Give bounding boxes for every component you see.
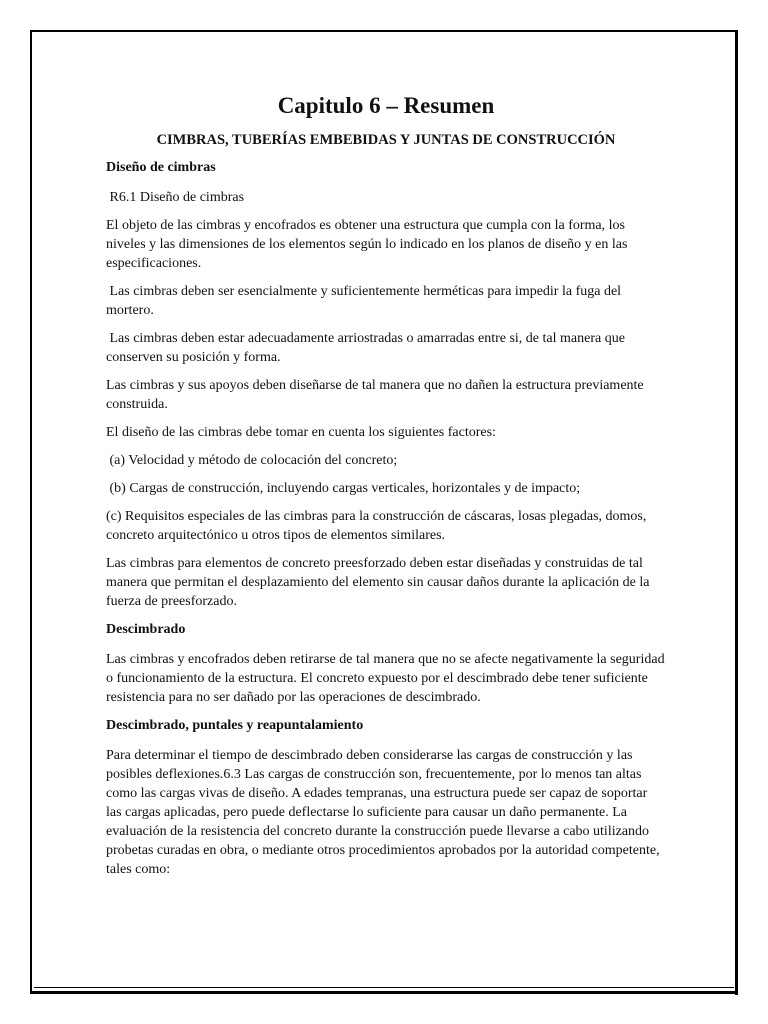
- paragraph: Las cimbras deben ser esencialmente y suficientemente herméticas para impedir la fuga del mortero.: [106, 284, 625, 318]
- paragraph: Las cimbras y encofrados deben retirarse de tal manera que no se afecte negativamente la seguridad o funcionamiento de la estructura. El concreto expuesto por el descimbrado debe tener suficiente resistencia para no ser dañado por las operaciones de descimbrado.: [106, 652, 669, 705]
- list-item: (b) Cargas de construcción, incluyendo cargas verticales, horizontales y de impacto;: [106, 481, 581, 496]
- section-descimbrado: [106, 620, 669, 707]
- document-title: Capitulo 6 – Resumen: [277, 93, 495, 118]
- section-descimbrado-puntales: [106, 716, 666, 879]
- page-border-shadow-bottom: [30, 991, 738, 994]
- page-border-shadow-right: [735, 30, 738, 995]
- page-border-inner-line: [34, 987, 734, 988]
- paragraph: R6.1 Diseño de cimbras: [106, 190, 245, 205]
- section-heading: Descimbrado: [106, 622, 186, 637]
- section-heading: Descimbrado, puntales y reapuntalamiento: [106, 718, 364, 733]
- section-diseno-de-cimbras: [106, 158, 666, 611]
- section-heading: Diseño de cimbras: [106, 160, 216, 175]
- paragraph: El objeto de las cimbras y encofrados es obtener una estructura que cumpla con la forma, los niveles y las dimensiones de los elementos según lo indicado en los planos de diseño y en las especificaciones.: [106, 218, 631, 271]
- paragraph: Las cimbras deben estar adecuadamente arriostradas o amarradas entre si, de tal manera que conserven su posición y forma.: [106, 331, 629, 365]
- paragraph: El diseño de las cimbras debe tomar en cuenta los siguientes factores:: [106, 425, 496, 440]
- list-item: (a) Velocidad y método de colocación del concreto;: [106, 453, 398, 468]
- paragraph: Para determinar el tiempo de descimbrado deben considerarse las cargas de construcción y las posibles deflexiones.6.3 Las cargas de construcción son, frecuentemente, por lo menos tan altas como las cargas vivas de diseño. A edades tempranas, una estructura puede ser capaz de soportar las cargas aplicadas, pero puede deflectarse lo suficiente para causar un daño permanente. La evaluación de la resistencia del concreto durante la construcción puede llevarse a cabo utilizando probetas curadas en obra, o mediante otros procedimientos aprobados por la autoridad competente, tales como:: [106, 748, 664, 877]
- paragraph: Las cimbras para elementos de concreto preesforzado deben estar diseñadas y construidas de tal manera que permitan el desplazamiento del elemento sin causar daños durante la aplicación de la fuerza de preesforzado.: [106, 556, 653, 609]
- list-item: (c) Requisitos especiales de las cimbras para la construcción de cáscaras, losas plegadas, domos, concreto arquitectónico u otros tipos de elementos similares.: [106, 509, 650, 543]
- paragraph: Las cimbras y sus apoyos deben diseñarse de tal manera que no dañen la estructura previamente construida.: [106, 378, 648, 412]
- document-body: [106, 92, 669, 888]
- document-subtitle: CIMBRAS, TUBERÍAS EMBEBIDAS Y JUNTAS DE CONSTRUCCIÓN: [156, 132, 616, 148]
